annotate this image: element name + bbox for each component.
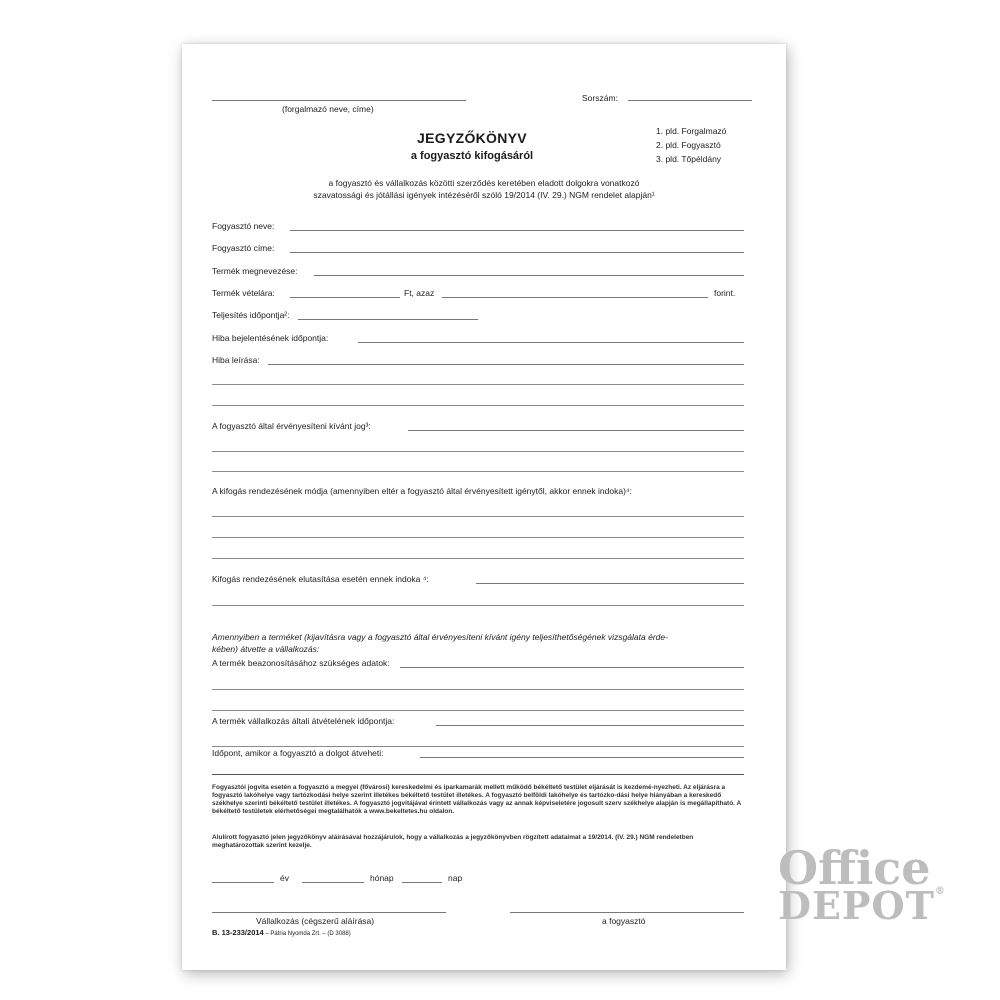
product-id-line-3[interactable] [212,710,744,711]
consumer-claim-line-3[interactable] [212,471,744,472]
ft-azaz-label: Ft, azaz [404,288,435,298]
product-id-line-2[interactable] [212,689,744,690]
price-number-field[interactable] [290,297,400,298]
company-signature-line[interactable] [212,912,446,913]
form-subtitle: a fogyasztó kifogásáról [410,150,534,162]
consumer-name-field[interactable] [290,230,744,231]
settlement-line-2[interactable] [212,537,744,538]
logo-depot-text: DEPOT [778,883,935,928]
fault-description-label: Hiba leírása: [212,355,260,365]
logo-registered-mark: ® [934,886,946,897]
consent-notice: Alulírott fogyasztó jelen jegyzőkönyv aláírásával hozzájárulok, hogy a vállalkozás a jegyzőkönyvben rögzített adataimat a 19/2014. (IV. 29.) NGM rendeletben meghatározottak szerint kezelje. [212,834,694,849]
delivery-date-label: Teljesítés időpontja²: [212,310,290,320]
form-code-number: B. 13-233/2014 [212,928,264,937]
dispute-notice: Fogyasztói jogvita esetén a fogyasztó a megyei (fővárosi) kereskedelmi és iparkamarák mellett működő békéltető testület eljárását is kezdemé-nyezheti. Az eljárásra a fogyasztó lakóhelye vagy tartózkodási helye szerint illetékes békéltető testület illetékes. A fogyasztó belföldi lakóhelye és tartózko-dási helye hiányában a kereskedő székhelye szerinti békéltető testület illetékes. A fogyasztó jogvitájával érintett vállalkozás vagy az annak képviseletére jogosult szerv székhelye alapján is megállapítható. A békéltető testületek elérhetőségei megtalálhatók a www.bekeltetes.hu oldalon. [212,784,741,815]
intro-line-2: szavatossági és jótállási igények intézéséről szóló 19/2014 (IV. 29.) NGM rendelet alapján¹ [313,190,655,200]
refusal-reason-label: Kifogás rendezésének elutasítása esetén ennek indoka ⁴: [212,574,429,584]
fault-description-line-3[interactable] [212,405,744,406]
copy-1: 1. pld. Forgalmazó [656,126,727,136]
takeover-date-label: A termék vállalkozás általi átvételének időpontja: [212,716,395,726]
month-field[interactable] [302,882,364,883]
return-date-field[interactable] [420,757,744,758]
consumer-name-label: Fogyasztó neve: [212,221,275,231]
logo-depot-line [778,883,948,928]
settlement-line-3[interactable] [212,558,744,559]
settlement-line-1[interactable] [212,516,744,517]
company-signature-label: Vállalkozás (cégszerű aláírása) [256,916,375,926]
price-words-field[interactable] [442,297,708,298]
refusal-reason-field[interactable] [476,583,744,584]
takeover-note-line-2: kében) átvette a vállalkozás: [212,644,320,654]
refusal-reason-line-2[interactable] [212,605,744,606]
office-depot-logo [778,841,948,928]
fault-description-line-2[interactable] [212,384,744,385]
product-name-field[interactable] [314,275,744,276]
form-title: JEGYZŐKÖNYV [417,130,527,146]
fault-report-date-label: Hiba bejelentésének időpontja: [212,333,329,343]
consumer-address-label: Fogyasztó címe: [212,243,275,253]
month-label: hónap [370,873,394,883]
takeover-date-line-2[interactable] [212,746,744,747]
author-line [212,100,466,101]
year-label: év [280,873,289,883]
intro-line-1: a fogyasztó és vállalkozás közötti szerződés keretében eladott dolgokra vonatkozó [328,178,640,188]
consumer-claim-label: A fogyasztó által érvényesíteni kívánt jog³: [212,421,371,431]
serial-label: Sorszám: [582,93,618,103]
product-name-label: Termék megnevezése: [212,266,298,276]
consumer-signature-line[interactable] [510,912,744,913]
copy-3: 3. pld. Tőpéldány [656,154,722,164]
product-id-field[interactable] [400,667,744,668]
publisher-info: – Pátria Nyomda Zrt. – (D 3088) [263,931,351,937]
form-code [212,928,351,939]
consumer-signature-label: a fogyasztó [602,916,646,926]
consumer-address-field[interactable] [290,252,744,253]
notes-divider [212,774,744,775]
consumer-claim-line-2[interactable] [212,451,744,452]
delivery-date-field[interactable] [298,319,478,320]
takeover-note-line-1: Amennyiben a terméket (kijavításra vagy a fogyasztó által érvényesíteni kívánt igény teljesíthetőségének vizsgálata érde- [212,632,668,642]
return-date-label: Időpont, amikor a fogyasztó a dolgot átveheti: [212,748,384,758]
takeover-date-field[interactable] [436,725,744,726]
form-page [182,44,786,970]
consumer-claim-field[interactable] [408,430,744,431]
forint-label: forint. [714,288,736,298]
product-id-label: A termék beazonosításához szükséges adatok: [212,658,390,668]
settlement-method-label: A kifogás rendezésének módja (amennyiben eltér a fogyasztó által érvényesített igénytől, akkor ennek indoka)⁴: [212,486,632,496]
fault-report-date-field[interactable] [358,342,744,343]
purchase-price-label: Termék vételára: [212,288,275,298]
year-field[interactable] [212,882,274,883]
author-label: (forgalmazó neve, címe) [282,104,374,114]
day-field[interactable] [402,882,442,883]
serial-line [628,100,752,101]
logo-office-text: Office [778,841,931,895]
copy-2: 2. pld. Fogyasztó [656,140,721,150]
day-label: nap [448,873,463,883]
fault-description-field[interactable] [268,364,744,365]
